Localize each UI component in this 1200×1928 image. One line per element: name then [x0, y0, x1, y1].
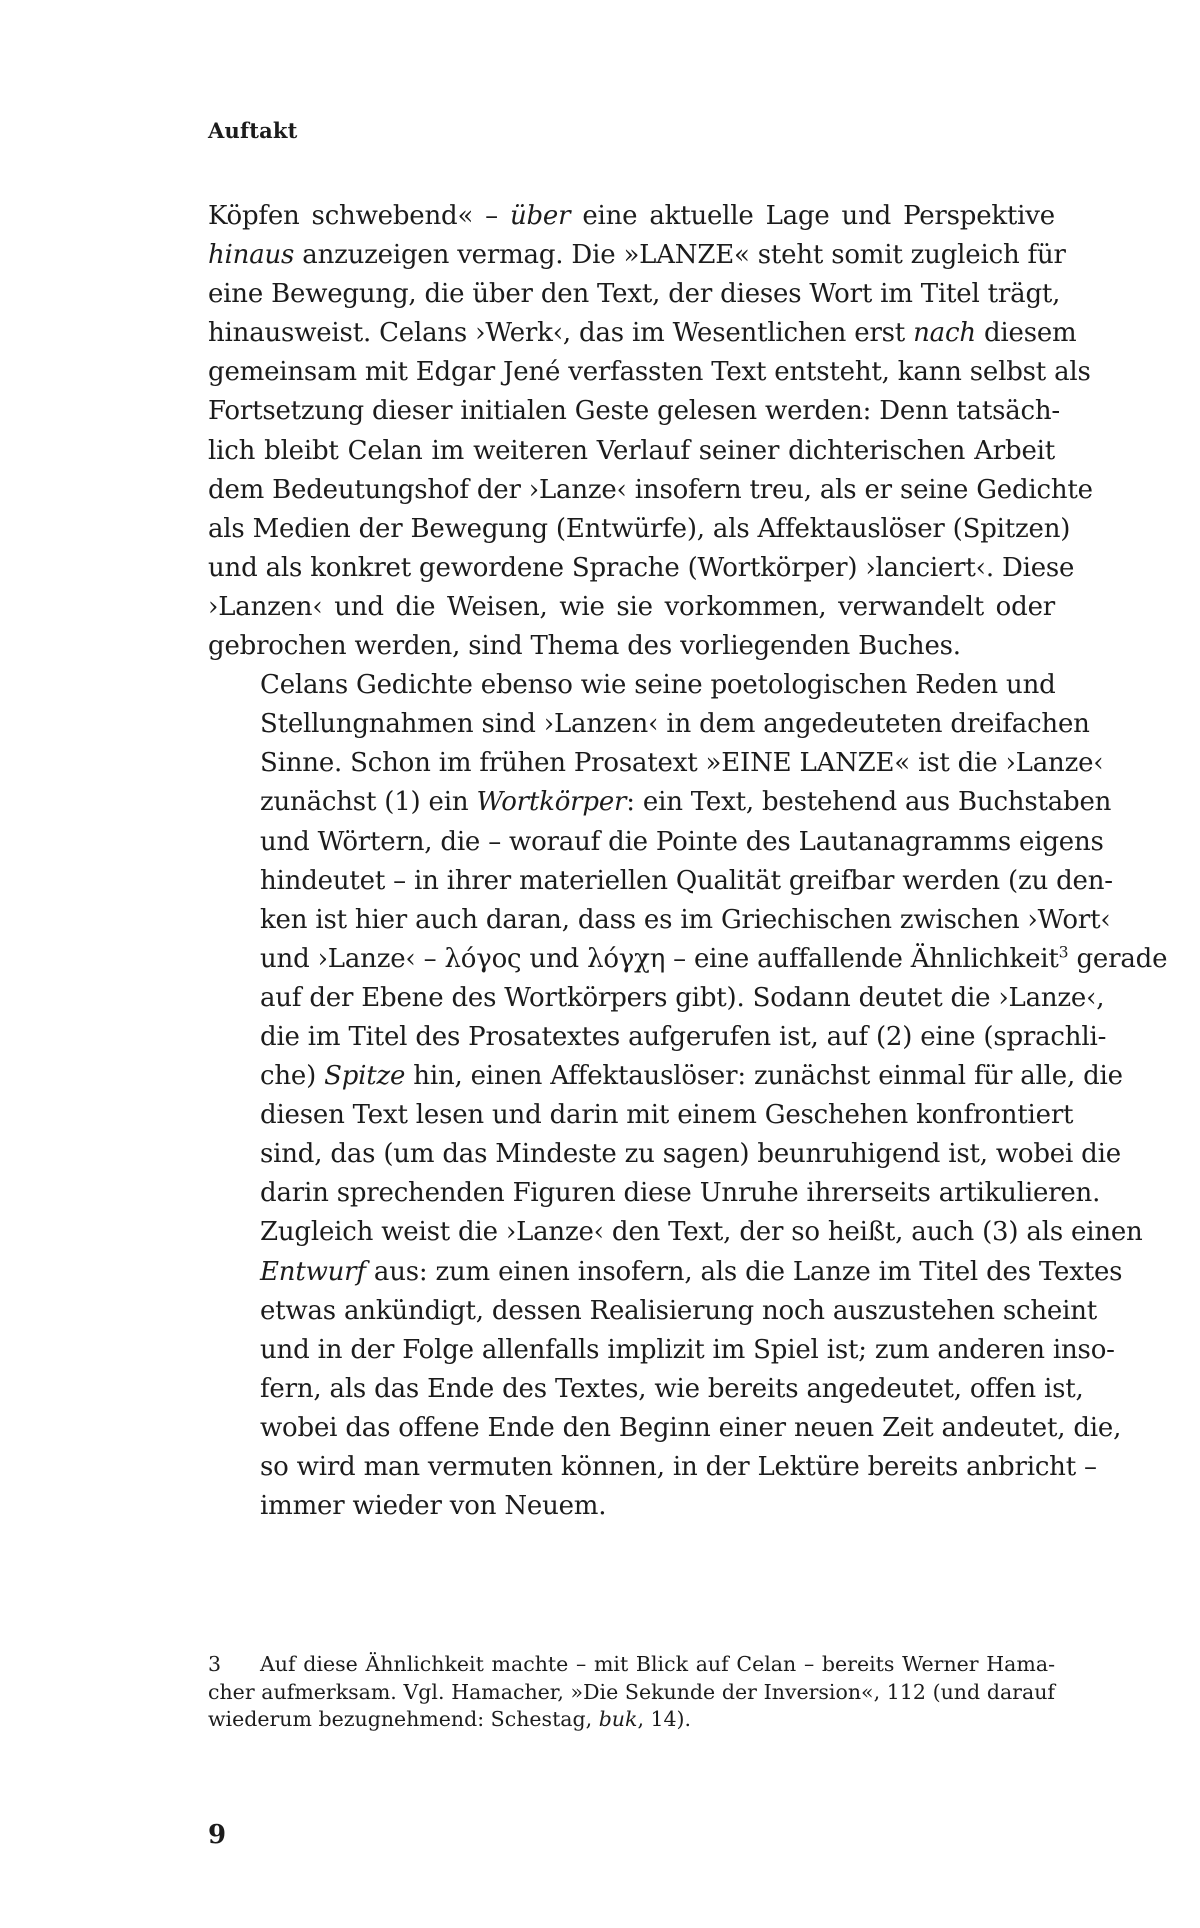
paragraph-1-text: gemeinsam mit Edgar Jené verfassten Text entsteht, kann selbst als: [208, 357, 1091, 388]
paragraph-2-text: so wird man vermuten können, in der Lektüre bereits anbricht –: [260, 1452, 1097, 1482]
paragraph-2-line: [208, 1174, 1101, 1213]
paragraph-1-text: lich bleibt Celan im weiteren Verlauf seiner dichterischen Arbeit: [208, 435, 1055, 466]
paragraph-2-text: Stellungnahmen sind ›Lanzen‹ in dem angedeuteten dreifachen: [260, 709, 1090, 740]
paragraph-1-text: anzuzeigen vermag. Die »LANZE« steht somit zugleich für: [294, 240, 1066, 271]
paragraph-2-text: Entwurf: [260, 1256, 366, 1287]
paragraph-2-line: [208, 1213, 1143, 1252]
footnote-line: [208, 1706, 1055, 1734]
paragraph-1-text: Köpfen schwebend« –: [208, 201, 510, 231]
paragraph-2-line: [208, 1331, 1115, 1370]
page-number: 9: [208, 1820, 227, 1850]
paragraph-2-text: hin, einen Affektauslöser: zunächst einmal für alle, die: [405, 1061, 1123, 1092]
paragraph-1-line: [208, 549, 1075, 588]
footnote-number: 3: [208, 1652, 222, 1676]
paragraph-2-line: [208, 1018, 1107, 1057]
paragraph-2-text: Celans Gedichte ebenso wie seine poetologischen Reden und: [260, 670, 1056, 701]
paragraph-1-text: eine Bewegung, die über den Text, der dieses Wort im Titel trägt,: [208, 279, 1061, 310]
paragraph-1-line: [208, 627, 1055, 666]
footnote-text-segment: Auf diese Ähnlichkeit machte – mit Blick auf Celan – bereits Werner Hama-: [260, 1652, 1055, 1676]
paragraph-1-line: [208, 471, 1093, 510]
paragraph-1-text: und als konkret gewordene Sprache (Wortkörper) ›lanciert‹. Diese: [208, 552, 1075, 583]
paragraph-2-text: und Wörtern, die – worauf die Pointe des Lautanagramms eigens: [260, 826, 1104, 857]
paragraph-2-line: [208, 1487, 1055, 1526]
paragraph-1-line: [208, 510, 1071, 549]
paragraph-2-text: darin sprechenden Figuren diese Unruhe ihrerseits artikulieren.: [260, 1178, 1101, 1209]
paragraph-1-text: über: [509, 201, 571, 231]
paragraph-2-text: hindeutet – in ihrer materiellen Qualität greifbar werden (zu den-: [260, 865, 1113, 896]
paragraph-2-text: auf der Ebene des Wortkörpers gibt). Sodann deutet die ›Lanze‹,: [260, 982, 1105, 1013]
footnote-line: [208, 1679, 1055, 1707]
paragraph-2-text: fern, als das Ende des Textes, wie bereits angedeutet, offen ist,: [260, 1373, 1084, 1404]
paragraph-1-line: [208, 588, 1055, 627]
paragraph-2-text: 3: [1058, 943, 1069, 962]
paragraph-1-text: als Medien der Bewegung (Entwürfe), als Affektauslöser (Spitzen): [208, 513, 1071, 544]
paragraph-2-text: Sinne. Schon im frühen Prosatext »EINE LANZE« ist die ›Lanze‹: [260, 748, 1104, 779]
footnote-text: [208, 1651, 1055, 1734]
footnote-text-segment: cher aufmerksam. Vgl. Hamacher, »Die Sekunde der Inversion«, 112 (und darauf: [208, 1679, 1055, 1704]
paragraph-1-text: gebrochen werden, sind Thema des vorliegenden Buches.: [208, 631, 961, 662]
paragraph-1-line: [208, 275, 1061, 314]
paragraph-2-line: [208, 1370, 1084, 1409]
paragraph-2-line: [208, 1292, 1098, 1331]
paragraph-1-line: [208, 197, 1055, 236]
paragraph-2: [208, 666, 1168, 1526]
paragraph-2-line: [208, 1448, 1097, 1487]
paragraph-1-text: ›Lanzen‹ und die Weisen, wie sie vorkommen, verwandelt oder: [208, 591, 1055, 622]
paragraph-2-line: [208, 979, 1105, 1018]
paragraph-2-line: [208, 862, 1113, 901]
paragraph-1-text: hinaus: [208, 240, 295, 271]
paragraph-1-text: diesem: [975, 318, 1077, 349]
paragraph-2-text: Wortkörper: [476, 787, 627, 818]
paragraph-2-text: che): [260, 1061, 325, 1092]
paragraph-1-line: [208, 314, 1077, 353]
running-head: Auftakt: [208, 118, 298, 143]
paragraph-1-line: [208, 392, 1061, 431]
paragraph-2-text: die im Titel des Prosatextes aufgerufen ist, auf (2) eine (sprachli-: [260, 1021, 1107, 1052]
paragraph-2-line: [208, 666, 1055, 705]
paragraph-2-line: [208, 823, 1104, 862]
paragraph-2-text: etwas ankündigt, dessen Realisierung noch auszustehen scheint: [260, 1295, 1098, 1326]
paragraph-1-line: [208, 236, 1066, 275]
paragraph-2-line: [208, 901, 1111, 940]
paragraph-2-text: Spitze: [324, 1061, 406, 1092]
footnote: [208, 1651, 1055, 1734]
paragraph-2-text: : ein Text, bestehend aus Buchstaben: [626, 787, 1112, 818]
footnote-line: [208, 1651, 1055, 1679]
paragraph-2-text: aus: zum einen insofern, als die Lanze im Titel des Textes: [365, 1256, 1123, 1287]
footnote-text-segment: , 14).: [637, 1707, 692, 1731]
paragraph-2-text: diesen Text lesen und darin mit einem Geschehen konfrontiert: [260, 1100, 1074, 1131]
paragraph-2-line: [208, 1135, 1121, 1174]
paragraph-2-text: wobei das offene Ende den Beginn einer neuen Zeit andeutet, die,: [260, 1412, 1122, 1443]
paragraph-2-line: [208, 1253, 1123, 1292]
paragraph-1-line: [208, 432, 1055, 471]
paragraph-2-line: [208, 1057, 1123, 1096]
paragraph-2-text: immer wieder von Neuem.: [260, 1491, 607, 1522]
body-text: [208, 197, 1168, 1526]
paragraph-1-text: nach: [913, 318, 976, 349]
footnote-text-segment: buk: [598, 1707, 638, 1731]
paragraph-2-text: sind, das (um das Mindeste zu sagen) beunruhigend ist, wobei die: [260, 1139, 1121, 1170]
paragraph-1-line: [208, 353, 1091, 392]
paragraph-2-line: [208, 705, 1090, 744]
paragraph-2-text: und in der Folge allenfalls implizit im Spiel ist; zum anderen inso-: [260, 1334, 1115, 1365]
paragraph-1-text: eine aktuelle Lage und Perspektive: [570, 201, 1055, 231]
paragraph-2-line: [208, 744, 1104, 783]
paragraph-1-text: hinausweist. Celans ›Werk‹, das im Wesentlichen erst: [208, 318, 914, 349]
paragraph-2-text: ken ist hier auch daran, dass es im Griechischen zwischen ›Wort‹: [260, 904, 1111, 935]
paragraph-2-line: [208, 783, 1112, 822]
paragraph-1-text: Fortsetzung dieser initialen Geste gelesen werden: Denn tatsäch-: [208, 396, 1061, 427]
paragraph-2-text: Zugleich weist die ›Lanze‹ den Text, der so heißt, auch (3) als einen: [260, 1217, 1143, 1248]
footnote-text-segment: wiederum bezugnehmend: Schestag,: [208, 1707, 599, 1731]
paragraph-2-text: zunächst (1) ein: [260, 787, 477, 818]
paragraph-1: [208, 197, 1093, 666]
paragraph-2-text: gerade: [1068, 943, 1168, 974]
paragraph-2-text: und ›Lanze‹ – λόγος und λόγχη – eine auffallende Ähnlichkeit: [260, 943, 1059, 974]
paragraph-2-line: [208, 1409, 1122, 1448]
paragraph-2-line: [208, 940, 1168, 979]
paragraph-2-line: [208, 1096, 1074, 1135]
paragraph-1-text: dem Bedeutungshof der ›Lanze‹ insofern treu, als er seine Gedichte: [208, 474, 1093, 505]
